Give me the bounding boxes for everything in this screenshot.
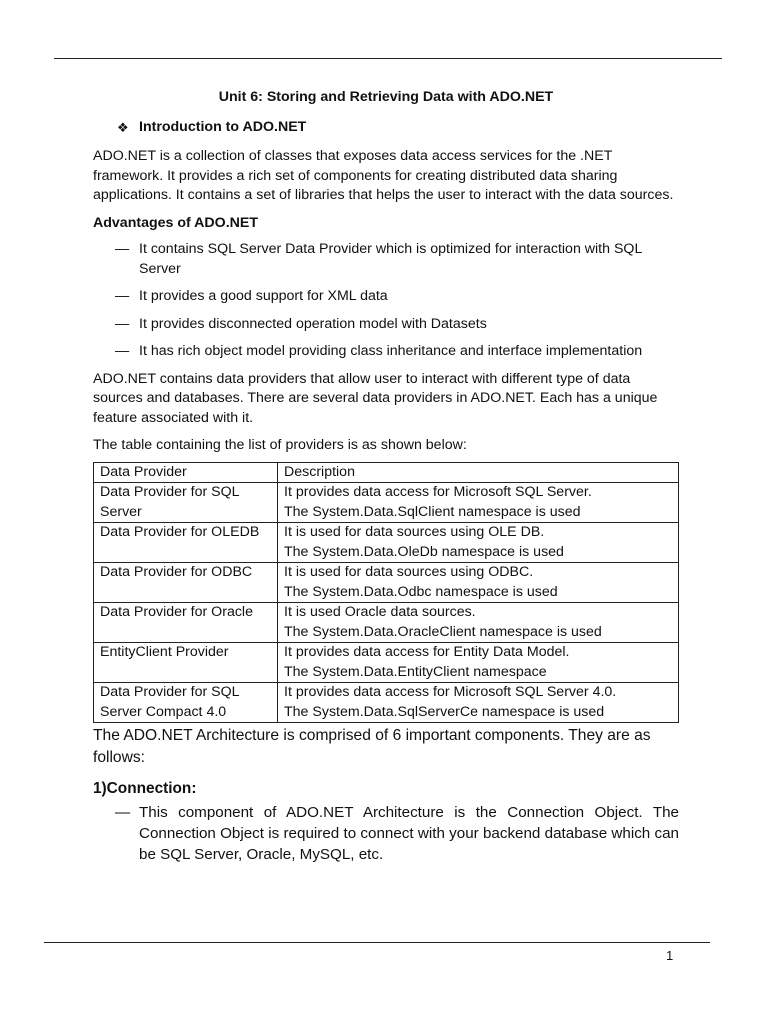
namespace-line: The System.Data.SqlServerCe namespace is used	[284, 703, 605, 720]
list-item-text: It provides a good support for XML data	[139, 288, 388, 304]
diamond-bullet-icon: ❖	[117, 119, 129, 135]
providers-table	[93, 462, 679, 724]
provider-cell: Data Provider for ODBC	[94, 563, 278, 603]
intro-paragraph: ADO.NET is a collection of classes that exposes data access services for the .NET framework. It provides a rich set of components for creating distributed data sharing applications. It contains a set of libraries that helps the user to interact with the data sources.	[93, 148, 674, 203]
provider-cell: Data Provider for SQL Server Compact 4.0	[94, 683, 278, 723]
dash-bullet-icon: —	[115, 343, 130, 359]
dash-bullet-icon: —	[115, 241, 130, 257]
description-line: It is used for data sources using OLE DB.	[284, 524, 545, 540]
description-line: It provides data access for Microsoft SQL Server 4.0.	[284, 684, 617, 700]
header-cell-provider: Data Provider	[94, 462, 278, 483]
connection-text: This component of ADO.NET Architecture is the Connection Object. The Connection Object is required to connect with your backend database which can be SQL Server, Oracle, MySQL, etc.	[139, 803, 679, 863]
advantages-list	[93, 240, 679, 362]
table-intro: The table containing the list of providers is as shown below:	[93, 437, 467, 453]
page-content	[93, 88, 679, 865]
description-cell	[278, 523, 679, 563]
list-item	[93, 342, 679, 362]
header-rule	[54, 58, 722, 59]
architecture-paragraph: The ADO.NET Architecture is comprised of 6 important components. They are as follows:	[93, 727, 651, 766]
provider-cell: Data Provider for Oracle	[94, 603, 278, 643]
description-line: It is used Oracle data sources.	[284, 604, 476, 620]
intro-heading	[93, 118, 679, 138]
description-line: It provides data access for Entity Data Model.	[284, 644, 570, 660]
description-cell	[278, 603, 679, 643]
description-cell	[278, 483, 679, 523]
intro-heading-text: Introduction to ADO.NET	[139, 118, 307, 135]
connection-heading: 1)Connection:	[93, 780, 197, 797]
dash-bullet-icon: —	[115, 803, 131, 821]
description-cell	[278, 643, 679, 683]
description-cell	[278, 563, 679, 603]
table-row	[94, 643, 679, 683]
table-header-row	[94, 462, 679, 483]
table-row	[94, 483, 679, 523]
namespace-line: The System.Data.EntityClient namespace	[284, 663, 547, 680]
description-line: It is used for data sources using ODBC.	[284, 564, 534, 580]
namespace-line: The System.Data.OracleClient namespace is used	[284, 623, 602, 640]
provider-cell: Data Provider for SQL Server	[94, 483, 278, 523]
namespace-line: The System.Data.OleDb namespace is used	[284, 543, 564, 560]
provider-cell: Data Provider for OLEDB	[94, 523, 278, 563]
list-item	[93, 315, 679, 335]
dash-bullet-icon: —	[115, 315, 130, 332]
list-item	[93, 287, 679, 307]
namespace-line: The System.Data.SqlClient namespace is used	[284, 503, 581, 520]
page-number: 1	[666, 948, 674, 963]
providers-paragraph: ADO.NET contains data providers that allow user to interact with different type of data sources and databases. There are several data providers in ADO.NET. Each has a unique feature associated with it.	[93, 370, 658, 426]
dash-bullet-icon: —	[115, 288, 130, 304]
namespace-line: The System.Data.Odbc namespace is used	[284, 583, 558, 600]
list-item-text: It provides disconnected operation model with Datasets	[139, 315, 487, 332]
unit-title: Unit 6: Storing and Retrieving Data with ADO.NET	[218, 89, 554, 105]
list-item-text: It has rich object model providing class inheritance and interface implementation	[139, 343, 643, 359]
list-item-text: It contains SQL Server Data Provider which is optimized for interaction with SQL Server	[139, 241, 642, 277]
description-cell	[278, 683, 679, 723]
table-row	[94, 523, 679, 563]
connection-item	[93, 802, 679, 865]
footer-rule	[44, 942, 710, 943]
table-row	[94, 563, 679, 603]
table-row	[94, 683, 679, 723]
description-line: It provides data access for Microsoft SQL Server.	[284, 484, 592, 500]
table-row	[94, 603, 679, 643]
advantages-heading: Advantages of ADO.NET	[93, 214, 259, 231]
provider-cell: EntityClient Provider	[94, 643, 278, 683]
header-cell-description: Description	[278, 462, 679, 483]
list-item	[93, 240, 679, 279]
